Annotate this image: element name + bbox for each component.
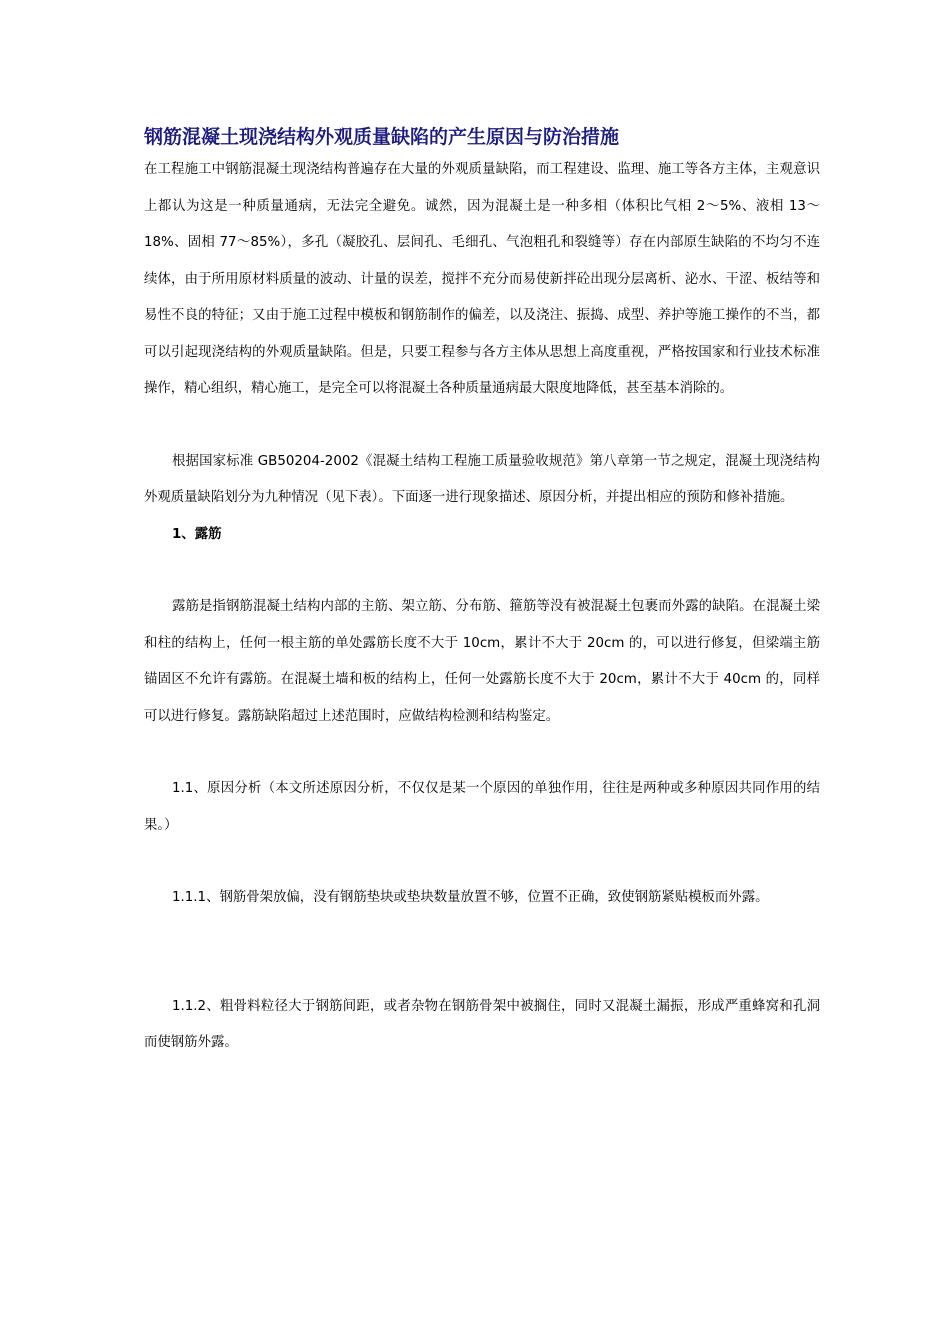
document-body [144,122,820,1062]
section-heading-exposed-rebar: 1、露筋 [172,526,222,542]
document-title: 钢筋混凝土现浇结构外观质量缺陷的产生原因与防治措施 [144,126,620,148]
subsection-cause-1: 1.1.1、钢筋骨架放偏，没有钢筋垫块或垫块数量放置不够，位置不正确，致使钢筋紧贴模板而外露。 [172,890,769,905]
standard-paragraph: 根据国家标准 GB50204-2002《混凝土结构工程施工质量验收规范》第八章第一节之规定，混凝土现浇结构外观质量缺陷划分为九种情况（见下表）。下面逐一进行现象描述、原因分析，并提出相应的预防和修补措施。 [144,453,820,505]
section-body-exposed-rebar: 露筋是指钢筋混凝土结构内部的主筋、架立筋、分布筋、箍筋等没有被混凝土包裹而外露的缺陷。在混凝土梁和柱的结构上，任何一根主筋的单处露筋长度不大于 10cm，累计不大于 20cm 的，可以进行修复，但梁端主筋锚固区不允许有露筋。在混凝土墙和板的结构上，任何一处露筋长度不大于 20cm，累计不大于 40cm 的，同样可以进行修复。露筋缺陷超过上述范围时，应做结构检测和结构鉴定。 [144,599,820,724]
subsection-cause-analysis: 1.1、原因分析（本文所述原因分析，不仅仅是某一个原因的单独作用，往往是两种或多种原因共同作用的结果。） [144,781,820,833]
subsection-cause-2: 1.1.2、粗骨料粒径大于钢筋间距，或者杂物在钢筋骨架中被搁住，同时又混凝土漏振，形成严重蜂窝和孔洞而使钢筋外露。 [144,998,820,1050]
intro-paragraph: 在工程施工中钢筋混凝土现浇结构普遍存在大量的外观质量缺陷，而工程建设、监理、施工等各方主体，主观意识上都认为这是一种质量通病，无法完全避免。诚然，因为混凝土是一种多相（体积比气相 2～5%、液相 13～18%、固相 77～85%），多孔（凝胶孔、层间孔、毛细孔、气泡粗孔和裂缝等）存在内部原生缺陷的不均匀不连续体，由于所用原材料质量的波动、计量的误差，搅拌不充分而易使新拌砼出现分层离析、泌水、干涩、板结等和易性不良的特征；又由于施工过程中模板和钢筋制作的偏差，以及浇注、振捣、成型、养护等施工操作的不当，都可以引起现浇结构的外观质量缺陷。但是，只要工程参与各方主体从思想上高度重视，严格按国家和行业技术标准操作，精心组织，精心施工，是完全可以将混凝土各种质量通病最大限度地降低，甚至基本消除的。 [144,162,820,396]
